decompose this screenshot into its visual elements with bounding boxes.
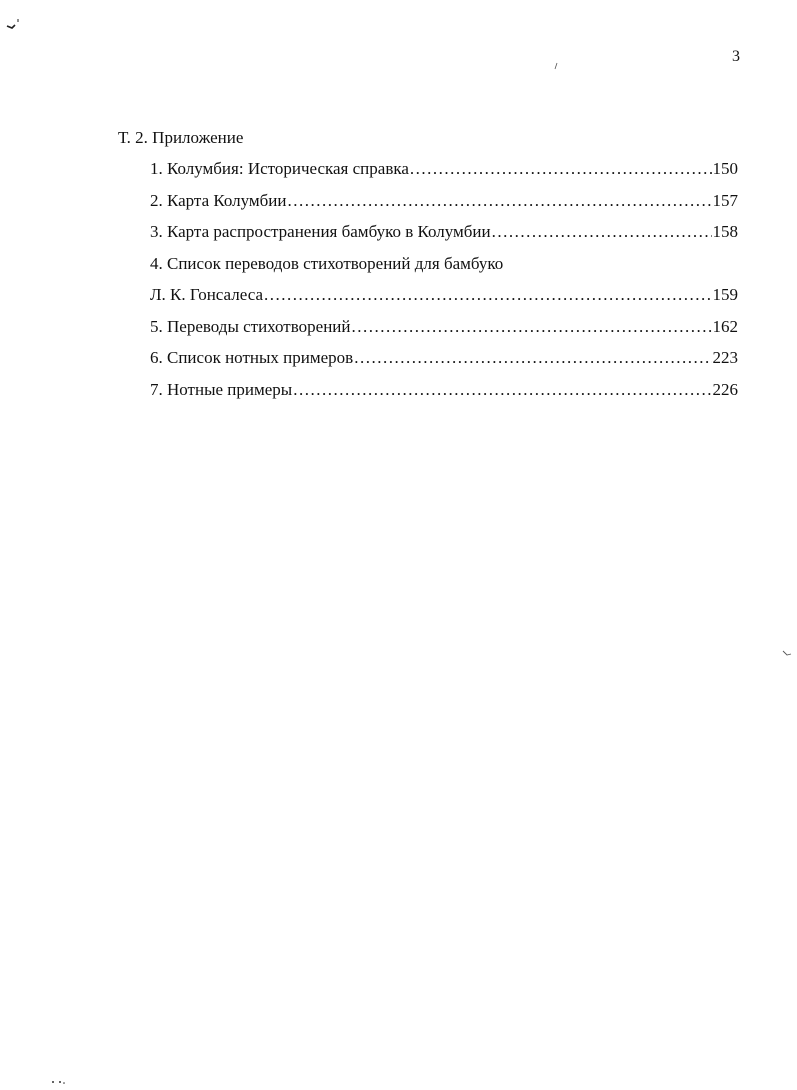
scan-artifact-mark (782, 649, 792, 657)
toc-entry-page: 226 (712, 379, 738, 399)
toc-entry-page: 162 (712, 316, 738, 336)
section-heading: Т. 2. Приложение (118, 128, 244, 147)
toc-entry (118, 158, 738, 180)
dot-leader (264, 284, 712, 306)
toc-entry-page: 158 (712, 222, 738, 241)
dot-leader (288, 190, 712, 212)
toc-entry-title: 6. Список нотных примеров (150, 348, 354, 367)
dot-leader (492, 221, 712, 243)
toc-list (118, 158, 738, 401)
dot-leader (354, 347, 711, 369)
toc-entry (118, 316, 738, 338)
scan-artifact-mark (6, 18, 20, 30)
toc-entry (118, 253, 738, 275)
toc-entry-page: 150 (712, 159, 738, 178)
toc-entry-title: 5. Переводы стихотворений (150, 316, 351, 336)
toc-entry-title: 4. Список переводов стихотворений для бамбуко (150, 253, 504, 273)
toc-entry-page: 159 (712, 285, 738, 304)
toc-entry-title: 3. Карта распространения бамбуко в Колумбии (150, 222, 491, 241)
toc-entry-title: Л. К. Гонсалеса (150, 285, 263, 304)
toc-entry-page: 157 (712, 190, 738, 210)
dot-leader (410, 158, 712, 180)
dot-leader (293, 379, 711, 401)
dot-leader (352, 316, 712, 338)
toc-entry (118, 190, 738, 212)
toc-entry-title: 2. Карта Колумбии (150, 190, 287, 210)
table-of-contents (118, 127, 738, 410)
toc-entry (118, 347, 738, 369)
toc-entry-page: 223 (712, 348, 738, 367)
toc-entry-title: 1. Колумбия: Историческая справка (150, 159, 409, 178)
scan-artifact-mark (50, 1079, 70, 1085)
toc-entry (118, 379, 738, 401)
scan-artifact-mark (553, 62, 559, 70)
toc-entry-title: 7. Нотные примеры (150, 379, 293, 399)
page-number: 3 (732, 48, 740, 65)
toc-entry (118, 284, 738, 306)
toc-entry (118, 221, 738, 243)
